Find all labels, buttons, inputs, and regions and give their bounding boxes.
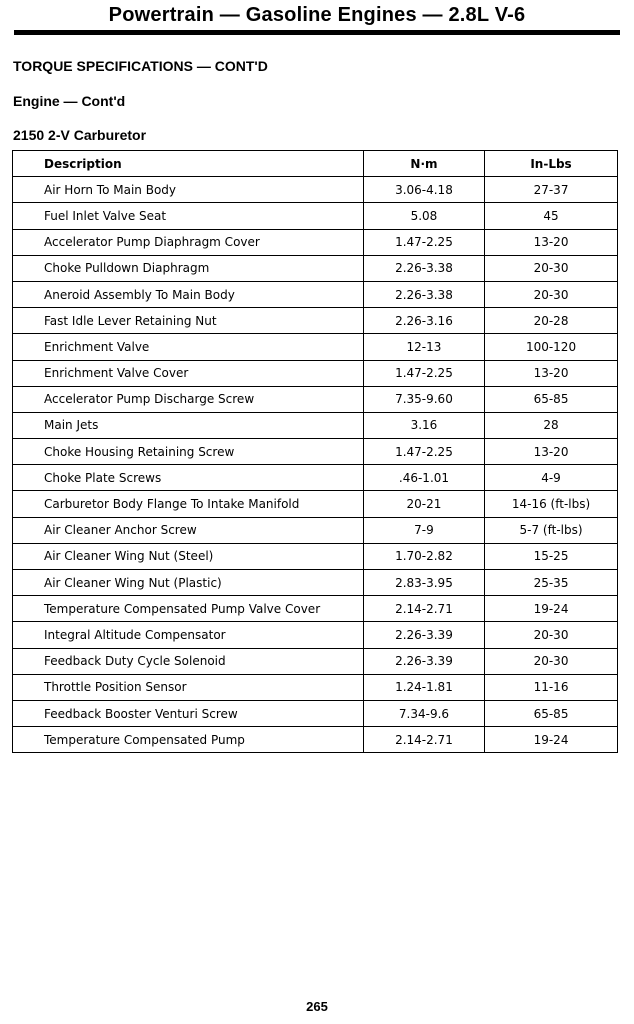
cell-nm: 7.34-9.6 — [363, 700, 484, 726]
table-row — [13, 622, 618, 648]
table-header-row — [13, 151, 618, 177]
column-header-in-lbs: In-Lbs — [485, 151, 618, 177]
cell-description: Aneroid Assembly To Main Body — [13, 281, 364, 307]
cell-in-lbs: 20-28 — [485, 308, 618, 334]
table-row — [13, 203, 618, 229]
cell-description: Fuel Inlet Valve Seat — [13, 203, 364, 229]
subsection-heading: Engine — Cont'd — [13, 93, 126, 109]
cell-description: Choke Housing Retaining Screw — [13, 439, 364, 465]
cell-in-lbs: 19-24 — [485, 596, 618, 622]
cell-nm: 2.26-3.39 — [363, 648, 484, 674]
table-row — [13, 465, 618, 491]
table-row — [13, 177, 618, 203]
table-row — [13, 386, 618, 412]
cell-in-lbs: 20-30 — [485, 648, 618, 674]
table-row — [13, 308, 618, 334]
cell-nm: 1.47-2.25 — [363, 439, 484, 465]
cell-description: Air Cleaner Anchor Screw — [13, 517, 364, 543]
cell-nm: 1.47-2.25 — [363, 229, 484, 255]
cell-in-lbs: 20-30 — [485, 255, 618, 281]
cell-in-lbs: 27-37 — [485, 177, 618, 203]
cell-nm: 2.26-3.39 — [363, 622, 484, 648]
component-heading: 2150 2-V Carburetor — [13, 127, 147, 143]
table-row — [13, 727, 618, 753]
table-row — [13, 334, 618, 360]
table-row — [13, 648, 618, 674]
cell-in-lbs: 25-35 — [485, 570, 618, 596]
cell-nm: 12-13 — [363, 334, 484, 360]
cell-in-lbs: 15-25 — [485, 543, 618, 569]
cell-in-lbs: 100-120 — [485, 334, 618, 360]
cell-in-lbs: 20-30 — [485, 281, 618, 307]
cell-nm: 1.70-2.82 — [363, 543, 484, 569]
torque-spec-table — [12, 150, 618, 753]
cell-description: Temperature Compensated Pump — [13, 727, 364, 753]
cell-description: Choke Pulldown Diaphragm — [13, 255, 364, 281]
page-number: 265 — [306, 999, 328, 1014]
column-header-description: Description — [13, 151, 364, 177]
cell-description: Accelerator Pump Diaphragm Cover — [13, 229, 364, 255]
table-row — [13, 255, 618, 281]
table-row — [13, 543, 618, 569]
cell-in-lbs: 13-20 — [485, 439, 618, 465]
table-row — [13, 700, 618, 726]
cell-description: Main Jets — [13, 412, 364, 438]
cell-nm: 2.14-2.71 — [363, 727, 484, 753]
cell-in-lbs: 13-20 — [485, 360, 618, 386]
table-row — [13, 412, 618, 438]
cell-description: Temperature Compensated Pump Valve Cover — [13, 596, 364, 622]
page-title: Powertrain — Gasoline Engines — 2.8L V-6 — [14, 0, 620, 35]
table-row — [13, 360, 618, 386]
cell-in-lbs: 45 — [485, 203, 618, 229]
cell-in-lbs: 65-85 — [485, 386, 618, 412]
section-heading: TORQUE SPECIFICATIONS — CONT'D — [13, 58, 268, 74]
column-header-nm: N·m — [363, 151, 484, 177]
cell-nm: 20-21 — [363, 491, 484, 517]
cell-in-lbs: 19-24 — [485, 727, 618, 753]
cell-nm: 1.24-1.81 — [363, 674, 484, 700]
table-row — [13, 674, 618, 700]
cell-description: Air Horn To Main Body — [13, 177, 364, 203]
cell-nm: 5.08 — [363, 203, 484, 229]
cell-in-lbs: 20-30 — [485, 622, 618, 648]
cell-description: Feedback Duty Cycle Solenoid — [13, 648, 364, 674]
cell-nm: 1.47-2.25 — [363, 360, 484, 386]
cell-in-lbs: 11-16 — [485, 674, 618, 700]
cell-description: Accelerator Pump Discharge Screw — [13, 386, 364, 412]
cell-in-lbs: 14-16 (ft-lbs) — [485, 491, 618, 517]
cell-in-lbs: 65-85 — [485, 700, 618, 726]
table-row — [13, 281, 618, 307]
cell-nm: 3.06-4.18 — [363, 177, 484, 203]
cell-nm: 7.35-9.60 — [363, 386, 484, 412]
cell-in-lbs: 28 — [485, 412, 618, 438]
cell-description: Fast Idle Lever Retaining Nut — [13, 308, 364, 334]
table-row — [13, 229, 618, 255]
cell-in-lbs: 13-20 — [485, 229, 618, 255]
cell-description: Throttle Position Sensor — [13, 674, 364, 700]
cell-in-lbs: 4-9 — [485, 465, 618, 491]
table-row — [13, 596, 618, 622]
cell-nm: 3.16 — [363, 412, 484, 438]
table-body — [13, 177, 618, 753]
table-row — [13, 491, 618, 517]
cell-description: Integral Altitude Compensator — [13, 622, 364, 648]
cell-nm: 2.26-3.38 — [363, 281, 484, 307]
cell-nm: 7-9 — [363, 517, 484, 543]
cell-description: Feedback Booster Venturi Screw — [13, 700, 364, 726]
table-row — [13, 517, 618, 543]
cell-nm: 2.26-3.38 — [363, 255, 484, 281]
cell-description: Choke Plate Screws — [13, 465, 364, 491]
cell-description: Enrichment Valve Cover — [13, 360, 364, 386]
table-row — [13, 439, 618, 465]
cell-description: Carburetor Body Flange To Intake Manifold — [13, 491, 364, 517]
cell-nm: 2.14-2.71 — [363, 596, 484, 622]
cell-nm: 2.26-3.16 — [363, 308, 484, 334]
cell-description: Air Cleaner Wing Nut (Steel) — [13, 543, 364, 569]
cell-in-lbs: 5-7 (ft-lbs) — [485, 517, 618, 543]
cell-nm: .46-1.01 — [363, 465, 484, 491]
cell-description: Air Cleaner Wing Nut (Plastic) — [13, 570, 364, 596]
cell-nm: 2.83-3.95 — [363, 570, 484, 596]
table-row — [13, 570, 618, 596]
cell-description: Enrichment Valve — [13, 334, 364, 360]
